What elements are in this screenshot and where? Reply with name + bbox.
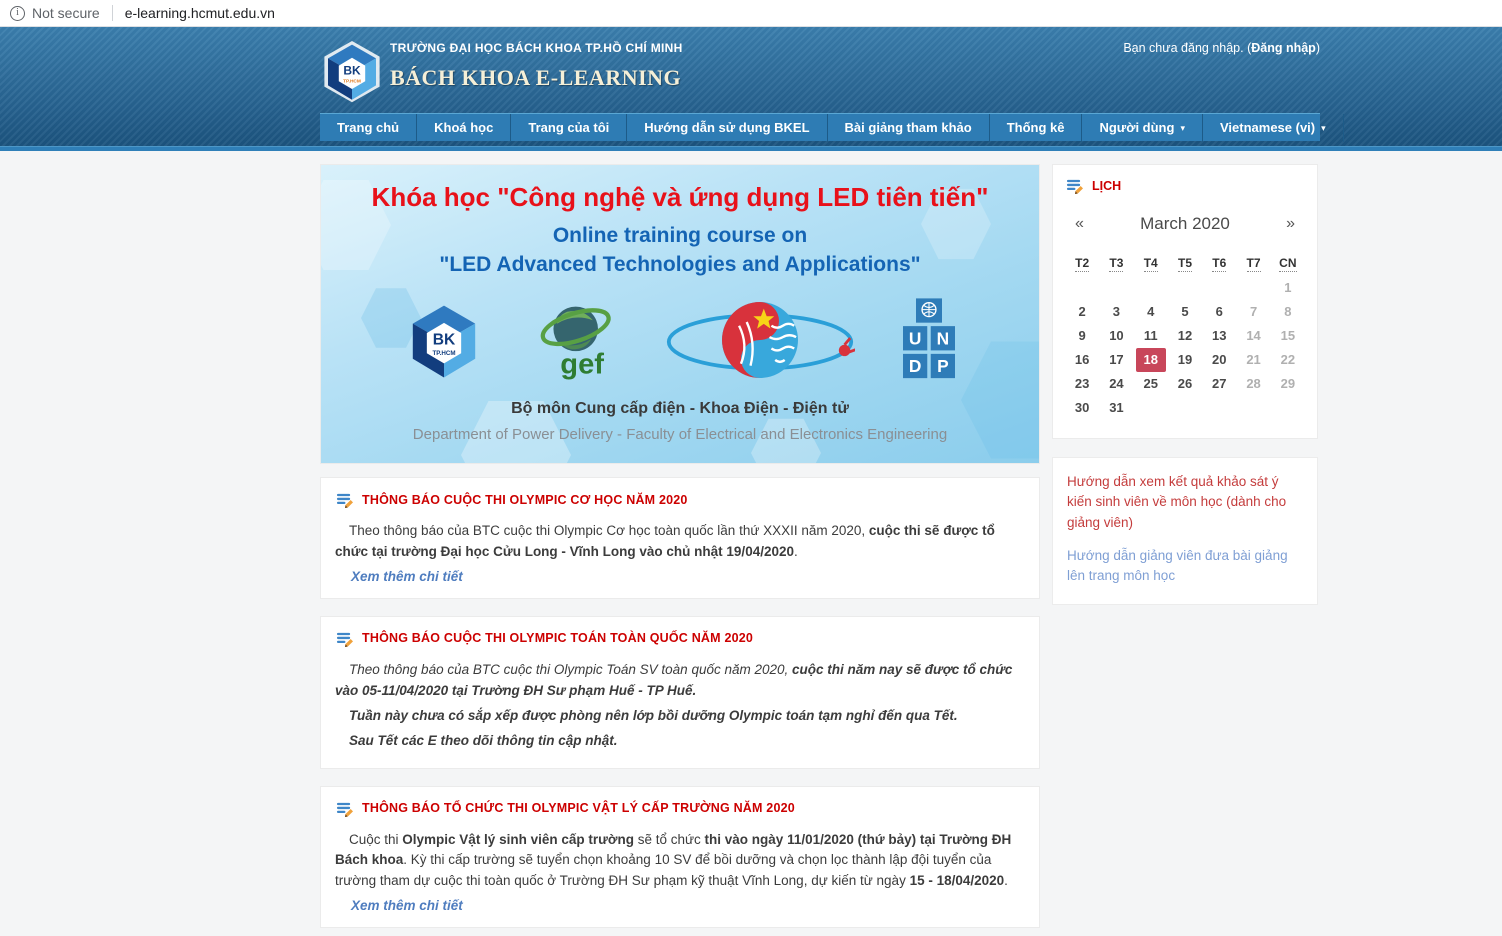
svg-text:U: U	[908, 328, 922, 349]
calendar-weekday: T4	[1143, 256, 1158, 270]
calendar-day: 10	[1109, 328, 1124, 343]
svg-text:gef: gef	[560, 348, 604, 381]
sidebar-links-block	[1052, 457, 1318, 605]
nav-tab-4[interactable]	[828, 114, 990, 142]
calendar-day: 6	[1215, 304, 1223, 319]
calendar-day: 5	[1181, 304, 1189, 319]
department-name-vi: Bộ môn Cung cấp điện - Khoa Điện - Điện tử	[511, 399, 849, 417]
chevron-down-icon: ▾	[1180, 123, 1185, 133]
nav-tab-label: Trang của tôi	[528, 120, 610, 135]
news-text-segment: . Kỳ thi cấp trường sẽ tuyển chọn khoảng 10 SV để bồi dưỡng và chọn lọc thành lập đội tuyển của trường tham dự cuộc thi toàn quốc ở Trường ĐH Sư phạm kỹ thuật Vĩnh Long, dự kiến từ ngày	[335, 852, 992, 889]
calendar-next-button[interactable]: »	[1286, 215, 1295, 232]
banner-title: Khóa học "Công nghệ và ứng dụng LED tiên tiến"	[371, 182, 989, 212]
announcement-icon	[335, 800, 354, 817]
divider	[112, 5, 113, 21]
gef-logo-icon	[531, 298, 617, 382]
calendar-day: 28	[1246, 376, 1261, 391]
announcement-icon	[335, 630, 354, 647]
calendar-day: 24	[1109, 376, 1124, 391]
news-item	[320, 616, 1040, 769]
calendar-day: 12	[1177, 328, 1193, 343]
calendar-day: 30	[1074, 400, 1090, 415]
nav-tab-1[interactable]	[417, 114, 511, 142]
news-body	[335, 830, 1021, 893]
calendar-day-grid	[1065, 276, 1305, 420]
calendar-weekday: T3	[1109, 256, 1124, 270]
calendar-weekday: T2	[1075, 256, 1090, 270]
calendar-day[interactable]: 18	[1134, 348, 1168, 372]
calendar-day: 7	[1249, 304, 1258, 319]
calendar-day-empty	[1099, 276, 1133, 300]
bk-hcmut-logo-icon	[405, 299, 483, 381]
news-text-segment: Cuộc thi	[349, 831, 403, 847]
news-text-segment: .	[794, 543, 798, 559]
login-status-text: Bạn chưa đăng nhập. (	[1123, 41, 1252, 55]
news-text-segment: Theo thông báo của BTC cuộc thi Olympic Toán SV toàn quốc năm 2020,	[349, 661, 793, 677]
calendar-day-empty	[1202, 276, 1236, 300]
calendar-day: 9	[1078, 328, 1086, 343]
info-icon[interactable]: i	[10, 6, 25, 21]
news-text-segment: Tuần này chưa có sắp xếp được phòng nên lớp bồi dưỡng Olympic toán tạm nghỉ đến qua Tết.	[349, 707, 958, 723]
university-name: TRƯỜNG ĐẠI HỌC BÁCH KHOA TP.HỒ CHÍ MINH	[390, 41, 683, 55]
survey-guide-link[interactable]: Hướng dẫn xem kết quả khảo sát ý kiến sinh viên về môn học (dành cho giảng viên)	[1067, 474, 1287, 530]
calendar-section-title: LỊCH	[1092, 178, 1122, 193]
calendar-day: 1	[1284, 280, 1292, 295]
calendar-weekday: CN	[1279, 256, 1297, 270]
news-title: THÔNG BÁO CUỘC THI OLYMPIC TOÁN TOÀN QUỐC NĂM 2020	[362, 631, 754, 646]
svg-text:BK: BK	[432, 331, 456, 349]
svg-text:TP.HCM: TP.HCM	[432, 349, 456, 357]
calendar-day-empty	[1271, 396, 1305, 420]
nav-tab-7[interactable]	[1203, 114, 1344, 142]
nav-tab-label: Trang chủ	[337, 120, 400, 135]
calendar-day: 2	[1078, 304, 1086, 319]
nav-tab-label: Khoá học	[434, 120, 494, 135]
calendar-day: 25	[1143, 376, 1158, 391]
calendar-day: 20	[1212, 352, 1227, 367]
calendar-day: 22	[1280, 352, 1296, 367]
department-name-en: Department of Power Delivery - Faculty of Electrical and Electronics Engineering	[412, 425, 948, 443]
calendar-day-empty	[1134, 396, 1168, 420]
calendar-day: 19	[1177, 352, 1193, 367]
calendar-day: 17	[1109, 352, 1124, 367]
calendar-month-label: March 2020	[1140, 214, 1230, 233]
browser-address-bar[interactable]	[0, 0, 1502, 27]
calendar-day: 11	[1143, 328, 1158, 343]
bk-hcmut-logo-icon	[322, 39, 382, 103]
news-body	[335, 660, 1021, 752]
read-more-link[interactable]: Xem thêm chi tiết	[351, 568, 463, 584]
news-text-segment: Olympic Vật lý sinh viên cấp trường	[402, 831, 634, 847]
calendar-day-empty	[1236, 396, 1270, 420]
calendar-weekday-header	[1065, 248, 1305, 276]
calendar-day-empty	[1065, 276, 1099, 300]
calendar-block	[1052, 164, 1318, 439]
svg-text:BK: BK	[343, 63, 361, 78]
nav-tab-2[interactable]	[511, 114, 627, 142]
banner-subtitle-en-2: "LED Advanced Technologies and Applications"	[439, 253, 921, 277]
calendar-day-empty	[1134, 276, 1168, 300]
news-item	[320, 477, 1040, 599]
calendar-day: 26	[1177, 376, 1193, 391]
read-more-link[interactable]: Xem thêm chi tiết	[351, 898, 463, 914]
calendar-day-empty	[1168, 276, 1202, 300]
nav-tab-6[interactable]	[1082, 114, 1203, 142]
nav-tab-label: Hướng dẫn sử dụng BKEL	[644, 120, 810, 135]
calendar-weekday: T7	[1246, 256, 1261, 270]
calendar-prev-button[interactable]: «	[1075, 215, 1084, 232]
calendar-day: 8	[1284, 304, 1292, 319]
news-text-segment: 15 - 18/04/2020	[909, 873, 1005, 889]
security-label: Not secure	[32, 5, 100, 21]
partner-logos	[321, 294, 1039, 386]
news-text-segment: .	[1004, 873, 1008, 889]
banner-subtitle-en-1: Online training course on	[552, 224, 808, 247]
calendar-day: 15	[1280, 328, 1296, 343]
news-item	[320, 786, 1040, 929]
news-text-segment: thi vào ngày 11/01/2020 (thứ bảy) tại Trường ĐH Bách khoa	[335, 831, 1012, 868]
calendar-day: 31	[1109, 400, 1124, 415]
news-title: THÔNG BÁO CUỘC THI OLYMPIC CƠ HỌC NĂM 2020	[362, 492, 688, 507]
calendar-day-empty	[1202, 396, 1236, 420]
course-banner	[320, 164, 1040, 464]
calendar-day: 27	[1212, 376, 1227, 391]
calendar-day: 23	[1074, 376, 1090, 391]
nav-tab-5[interactable]	[990, 114, 1083, 142]
calendar-day: 14	[1246, 328, 1261, 343]
nav-tab-label: Người dùng	[1099, 120, 1175, 135]
calendar-day-empty	[1168, 396, 1202, 420]
calendar-weekday: T5	[1177, 256, 1192, 270]
site-header	[0, 27, 1502, 146]
login-link[interactable]: Đăng nhập	[1251, 41, 1316, 55]
nav-tab-label: Thống kê	[1006, 120, 1065, 135]
svg-text:P: P	[937, 355, 949, 376]
main-navigation	[320, 113, 1326, 141]
calendar-icon	[1065, 177, 1084, 194]
news-title: THÔNG BÁO TỔ CHỨC THI OLYMPIC VẬT LÝ CẤP TRƯỜNG NĂM 2020	[362, 801, 795, 816]
nav-tab-label: Bài giảng tham khảo	[844, 120, 972, 135]
calendar-day-empty	[1236, 276, 1270, 300]
calendar-day: 29	[1280, 376, 1296, 391]
calendar-day: 13	[1212, 328, 1227, 343]
svg-text:TP.HCM: TP.HCM	[343, 79, 361, 85]
news-text-segment: Sau Tết các E theo dõi thông tin cập nhật.	[349, 732, 618, 748]
nav-tab-3[interactable]	[627, 114, 827, 142]
site-title: BÁCH KHOA E-LEARNING	[390, 65, 682, 90]
undp-logo-icon	[903, 298, 955, 382]
url-text: e-learning.hcmut.edu.vn	[124, 5, 275, 21]
news-text-segment: sẽ tổ chức	[633, 831, 705, 847]
announcement-icon	[335, 491, 354, 508]
calendar-day: 21	[1246, 352, 1261, 367]
nav-tab-label: Vietnamese (vi)	[1219, 120, 1316, 135]
news-text-segment: cuộc thi năm nay sẽ được tổ chức vào 05-11/04/2020 tại Trường ĐH Sư phạm Huế - TP Huế.	[335, 661, 1013, 698]
svg-text:D: D	[908, 355, 922, 376]
calendar-weekday: T6	[1212, 256, 1227, 270]
nav-tab-0[interactable]	[320, 114, 417, 142]
svg-text:N: N	[936, 328, 950, 349]
news-body	[335, 521, 1021, 563]
news-text-segment: Theo thông báo của BTC cuộc thi Olympic Cơ học toàn quốc lần thứ XXXII năm 2020,	[349, 523, 869, 538]
lecturer-upload-guide-link[interactable]: Hướng dẫn giảng viên đưa bài giảng lên trang môn học	[1067, 547, 1288, 583]
calendar-day: 4	[1147, 304, 1155, 319]
calendar-day: 3	[1112, 304, 1121, 319]
vietnam-environment-logo-icon	[665, 297, 855, 383]
calendar-day: 16	[1074, 352, 1090, 367]
login-status	[1123, 41, 1320, 55]
chevron-down-icon: ▾	[1321, 123, 1326, 133]
login-status-suffix: )	[1315, 41, 1320, 55]
news-text-segment: cuộc thi sẽ được tổ chức tại trường Đại học Cửu Long - Vĩnh Long vào chủ nhật 19/04/2020	[335, 523, 995, 559]
